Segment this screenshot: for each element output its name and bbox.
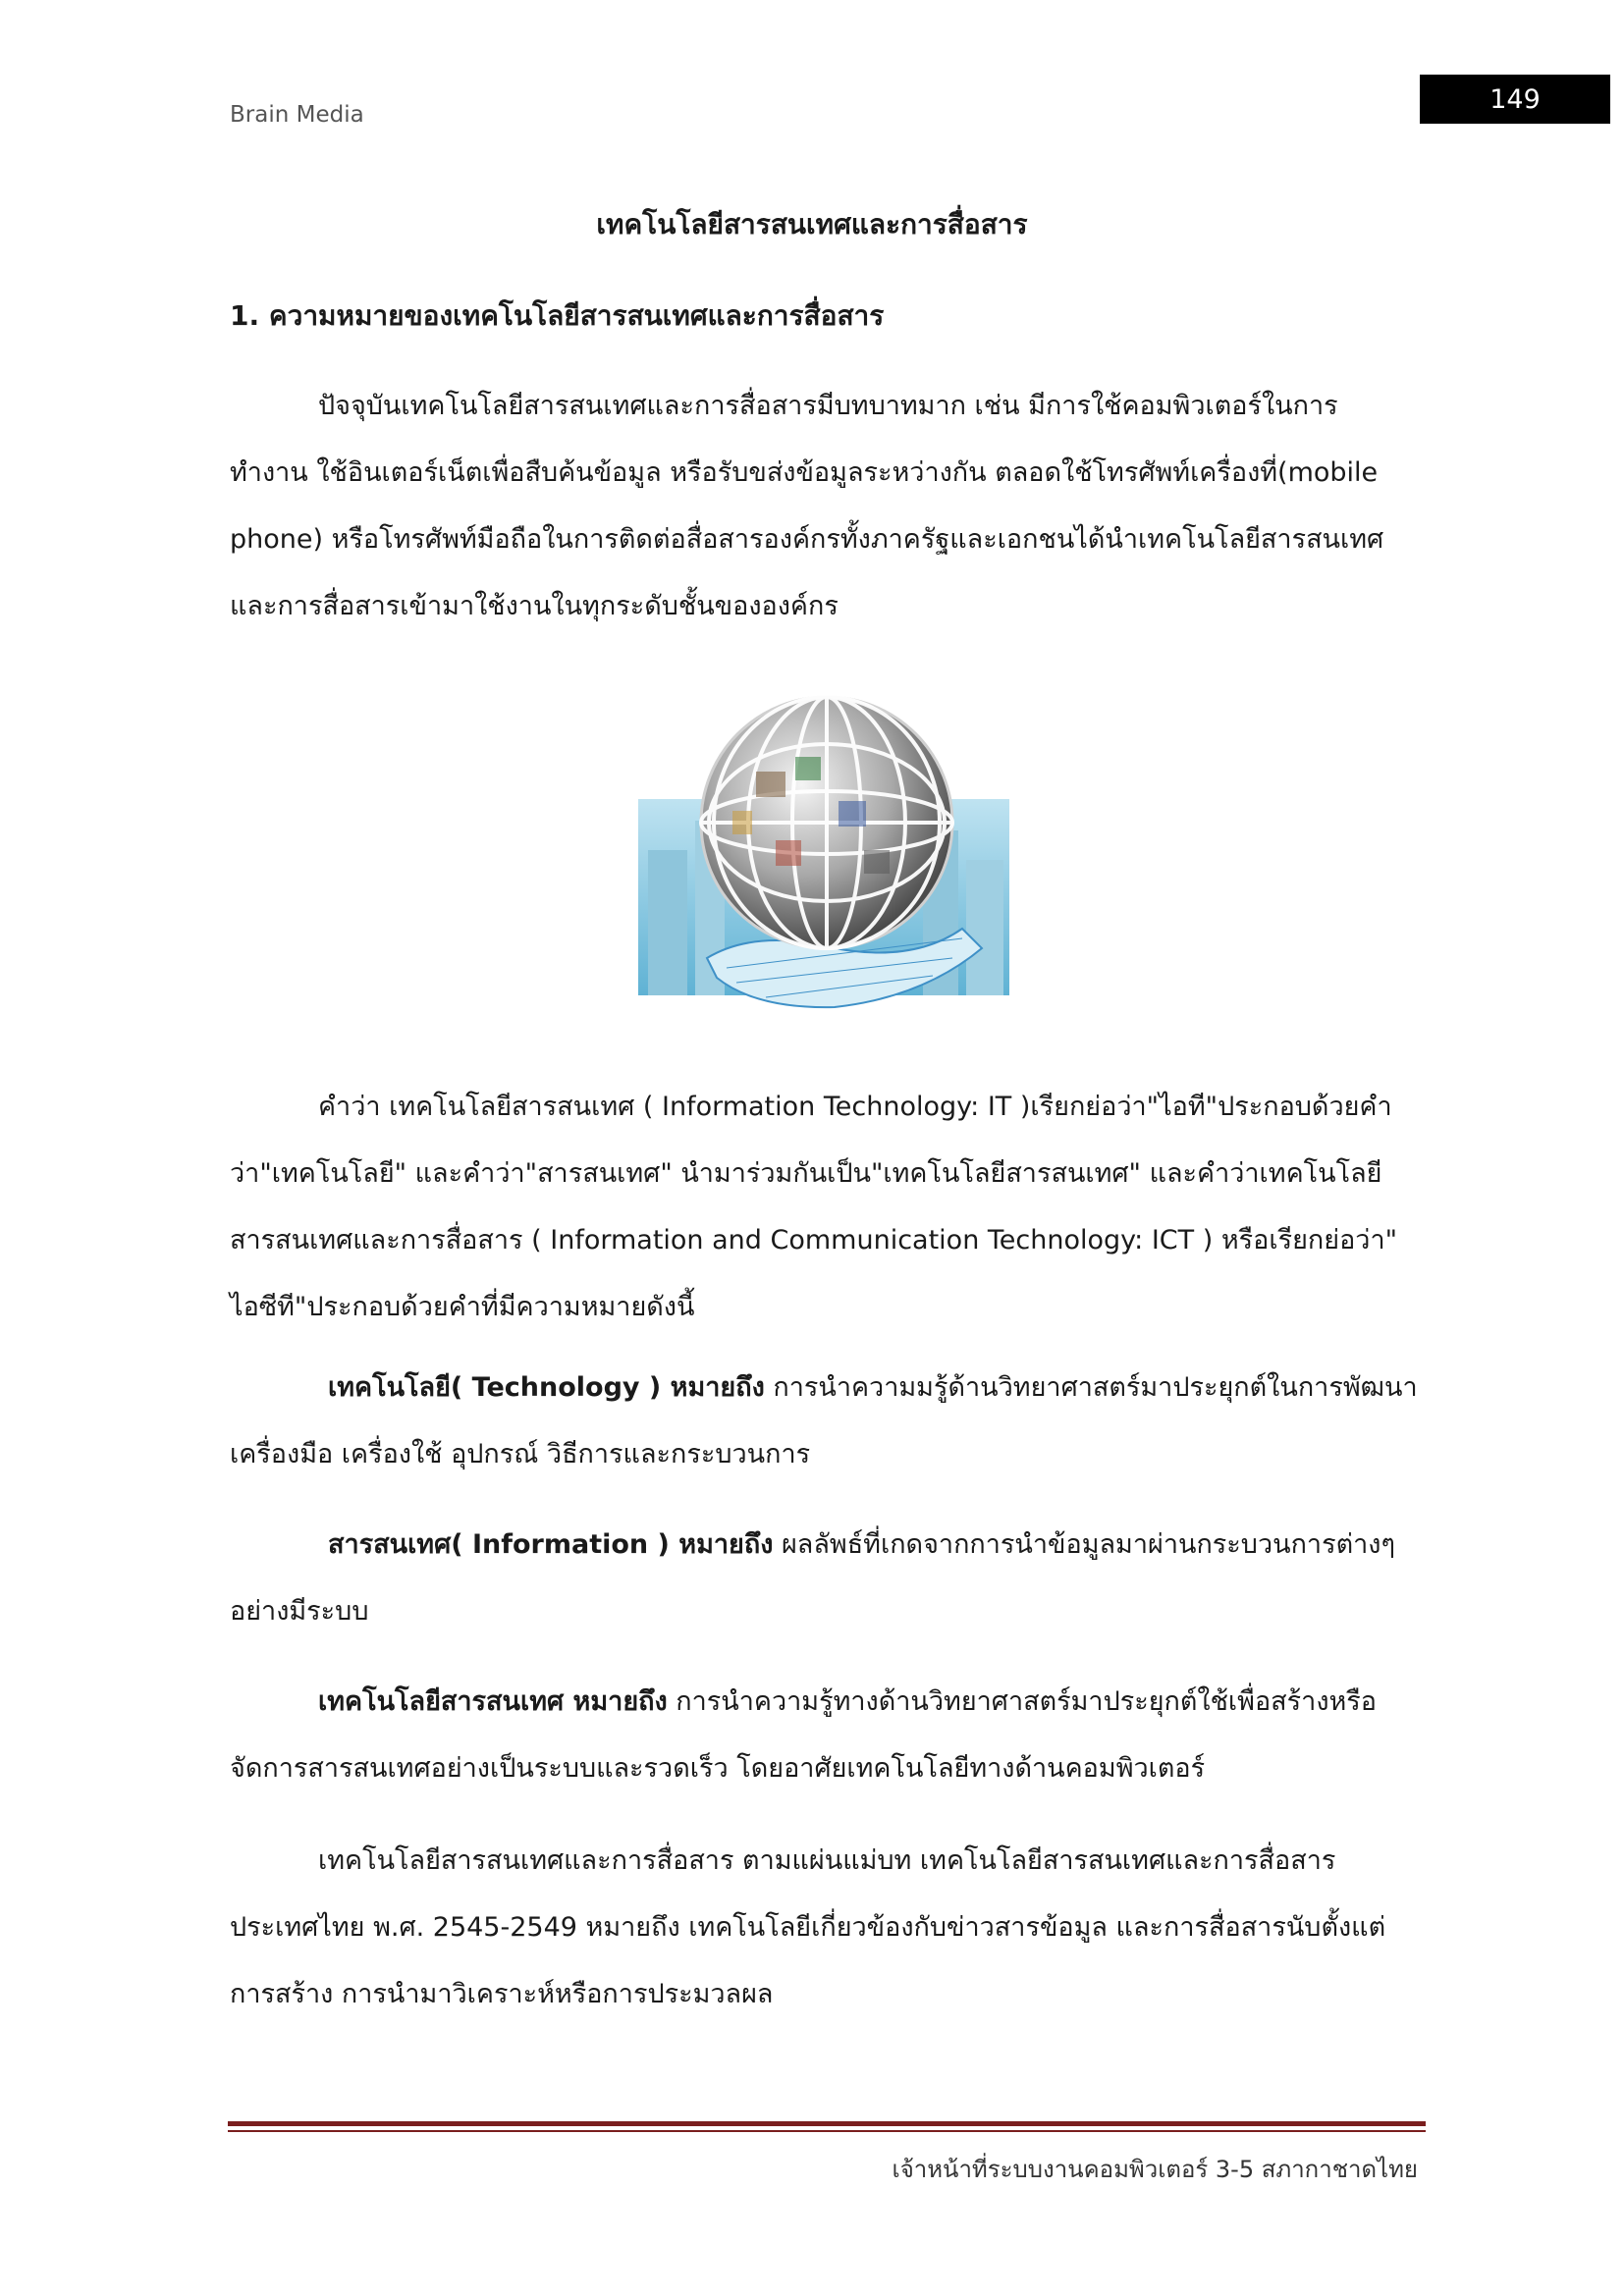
page-number-badge: 149 (1420, 75, 1610, 124)
terms-line-1: คำว่า เทคโนโลยีสารสนเทศ ( Information Technology: IT )เรียกย่อว่า"ไอที"ประกอบด้วยคำ (318, 1092, 1392, 1122)
information-term: สารสนเทศ( Information ) หมายถึง (328, 1529, 774, 1560)
it-definition (230, 1669, 1418, 1802)
ict-line-2: ประเทศไทย พ.ศ. 2545-2549 หมายถึง เทคโนโลยีเกี่ยวข้องกับข่าวสารข้อมูล และการสื่อสารนับตั้งแต่ (230, 1912, 1386, 1943)
globe-in-hand-image (638, 664, 1009, 1035)
information-line-2: อย่างมีระบบ (230, 1596, 369, 1627)
footer-divider (228, 2121, 1426, 2126)
page-title: เทคโนโลยีสารสนเทศและการสื่อสาร (596, 208, 1028, 240)
technology-definition (230, 1355, 1418, 1488)
intro-line-2: ทำงาน ใช้อินเตอร์เน็ตเพื่อสืบค้นข้อมูล หรือรับขส่งข้อมูลระหว่างกัน ตลอดใช้โทรศัพท์เครื่องที่(mobile (230, 457, 1379, 488)
section-heading: 1. ความหมายของเทคโนโลยีสารสนเทศและการสื่อสาร (230, 299, 885, 332)
ict-line-1: เทคโนโลยีสารสนเทศและการสื่อสาร ตามแผ่นแม่บท เทคโนโลยีสารสนเทศและการสื่อสาร (318, 1845, 1336, 1876)
information-line-1: ผลลัพธ์ที่เกดจากการนำข้อมูลมาผ่านกระบวนการต่างๆ (773, 1529, 1395, 1560)
terms-line-3: สารสนเทศและการสื่อสาร ( Information and Communication Technology: ICT ) หรือเรียกย่อว่า" (230, 1225, 1398, 1255)
intro-line-4: และการสื่อสารเข้ามาใช้งานในทุกระดับชั้นขององค์กร (230, 591, 839, 621)
technology-term: เทคโนโลยี( Technology ) หมายถึง (328, 1372, 765, 1403)
intro-line-1: ปัจจุบันเทคโนโลยีสารสนเทศและการสื่อสารมีบทบาทมาก เช่น มีการใช้คอมพิวเตอร์ในการ (318, 391, 1338, 421)
technology-line-1: การนำความมรู้ด้านวิทยาศาสตร์มาประยุกต์ในการพัฒนา (764, 1372, 1418, 1403)
it-line-1: การนำความรู้ทางด้านวิทยาศาสตร์มาประยุกต์ใช้เพื่อสร้างหรือ (667, 1686, 1378, 1717)
ict-line-3: การสร้าง การนำมาวิเคราะห์หรือการประมวลผล (230, 1979, 774, 2009)
terms-line-4: ไอซีที"ประกอบด้วยคำที่มีความหมายดังนี้ (230, 1292, 695, 1322)
terms-line-2: ว่า"เทคโนโลยี" และคำว่า"สารสนเทศ" นำมาร่วมกันเป็น"เทคโนโลยีสารสนเทศ" และคำว่าเทคโนโลยี (230, 1158, 1382, 1189)
footer-text: เจ้าหน้าที่ระบบงานคอมพิวเตอร์ 3-5 สภากาชาดไทย (892, 2156, 1418, 2183)
it-line-2: จัดการสารสนเทศอย่างเป็นระบบและรวดเร็ว โดยอาศัยเทคโนโลยีทางด้านคอมพิวเตอร์ (230, 1753, 1206, 1784)
intro-line-3: phone) หรือโทรศัพท์มือถือในการติดต่อสื่อสารองค์กรทั้งภาครัฐและเอกชนได้นำเทคโนโลยีสารสนเทศ (230, 524, 1384, 555)
brand-label: Brain Media (230, 102, 364, 128)
technology-line-2: เครื่องมือ เครื่องใช้ อุปกรณ์ วิธีการและกระบวนการ (230, 1439, 811, 1469)
information-definition (230, 1512, 1418, 1645)
ict-definition (230, 1828, 1418, 2028)
terms-paragraph (230, 1074, 1418, 1341)
it-term: เทคโนโลยีสารสนเทศ หมายถึง (318, 1686, 668, 1717)
footer-divider-thin (228, 2130, 1426, 2132)
intro-paragraph (230, 373, 1418, 640)
